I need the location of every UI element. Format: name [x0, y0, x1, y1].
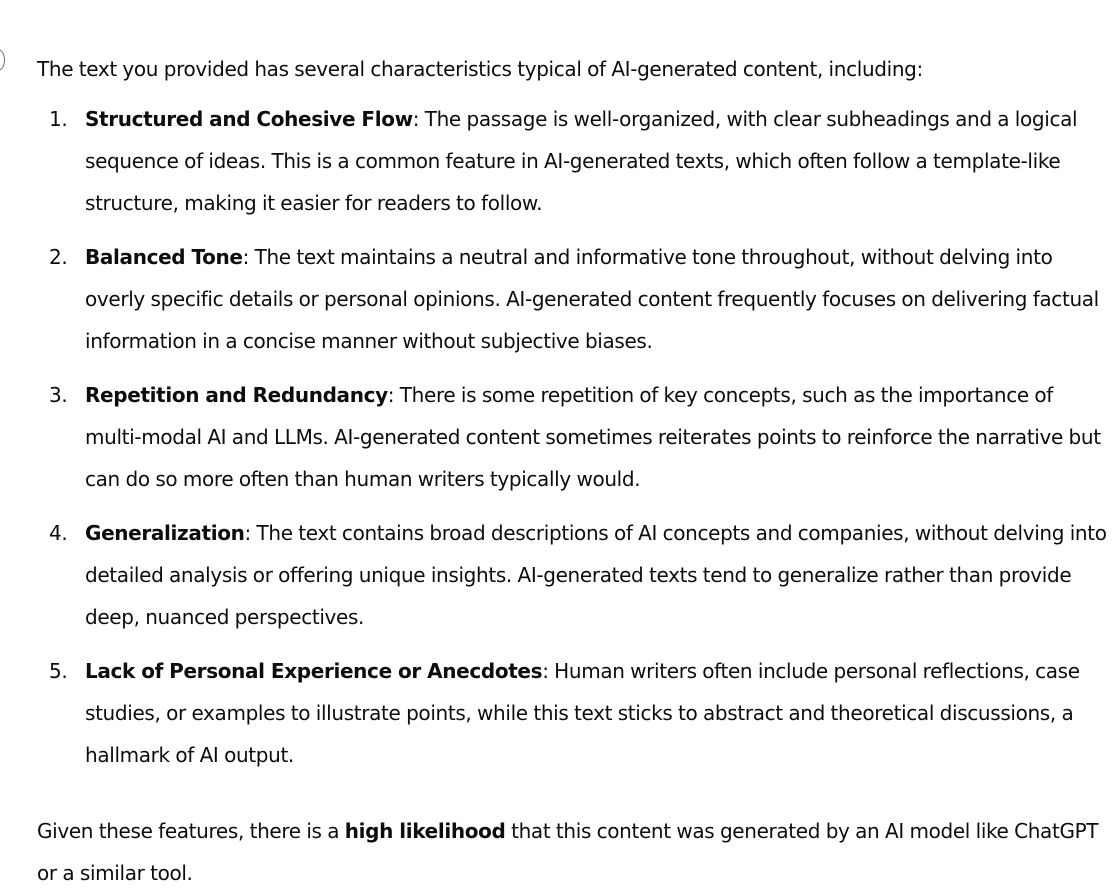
list-item-body: : The text maintains a neutral and informative tone throughout, without delving into overly specific details or personal opinions. AI-generated content frequently focuses on delivering factual information in a concise manner without subjective biases. [85, 245, 1099, 353]
conclusion-lead: Given these features, there is a [37, 819, 345, 843]
conclusion-emphasis: high likelihood [344, 819, 506, 843]
list-item-number: 2. [49, 245, 68, 269]
list-item [37, 650, 1113, 776]
list-item [37, 512, 1113, 638]
characteristics-list [37, 98, 1113, 776]
list-item-body: : The text contains broad descriptions of AI concepts and companies, without delving into detailed analysis or offering unique insights. AI-generated texts tend to generalize rather than provide deep, nuanced perspectives. [85, 521, 1107, 629]
assistant-avatar-edge [0, 49, 5, 71]
list-item-body: : The passage is well-organized, with clear subheadings and a logical sequence of ideas. This is a common feature in AI-generated texts, which often follow a template-like structure, making it easier for readers to follow. [85, 107, 1078, 215]
list-item-number: 5. [49, 659, 68, 683]
conclusion-tail: that this content was generated by an AI model like ChatGPT or a similar tool. [37, 819, 1099, 885]
assistant-message [37, 48, 1113, 894]
list-item-title: Generalization [85, 521, 245, 545]
list-item-title: Structured and Cohesive Flow [85, 107, 413, 131]
list-item-number: 1. [49, 107, 68, 131]
list-item-number: 3. [49, 383, 68, 407]
list-item-number: 4. [49, 521, 68, 545]
list-item [37, 374, 1113, 500]
list-item-title: Lack of Personal Experience or Anecdotes [85, 659, 543, 683]
message-conclusion [37, 810, 1113, 894]
list-item [37, 236, 1113, 362]
message-intro: The text you provided has several characteristics typical of AI-generated content, including: [37, 57, 923, 81]
list-item [37, 98, 1113, 224]
list-item-body: : There is some repetition of key concepts, such as the importance of multi-modal AI and LLMs. AI-generated content sometimes reiterates points to reinforce the narrative but can do so more often than human writers typically would. [85, 383, 1101, 491]
list-item-title: Balanced Tone [85, 245, 243, 269]
list-item-title: Repetition and Redundancy [85, 383, 388, 407]
list-item-body: : Human writers often include personal reflections, case studies, or examples to illustrate points, while this text sticks to abstract and theoretical discussions, a hallmark of AI output. [85, 659, 1080, 767]
